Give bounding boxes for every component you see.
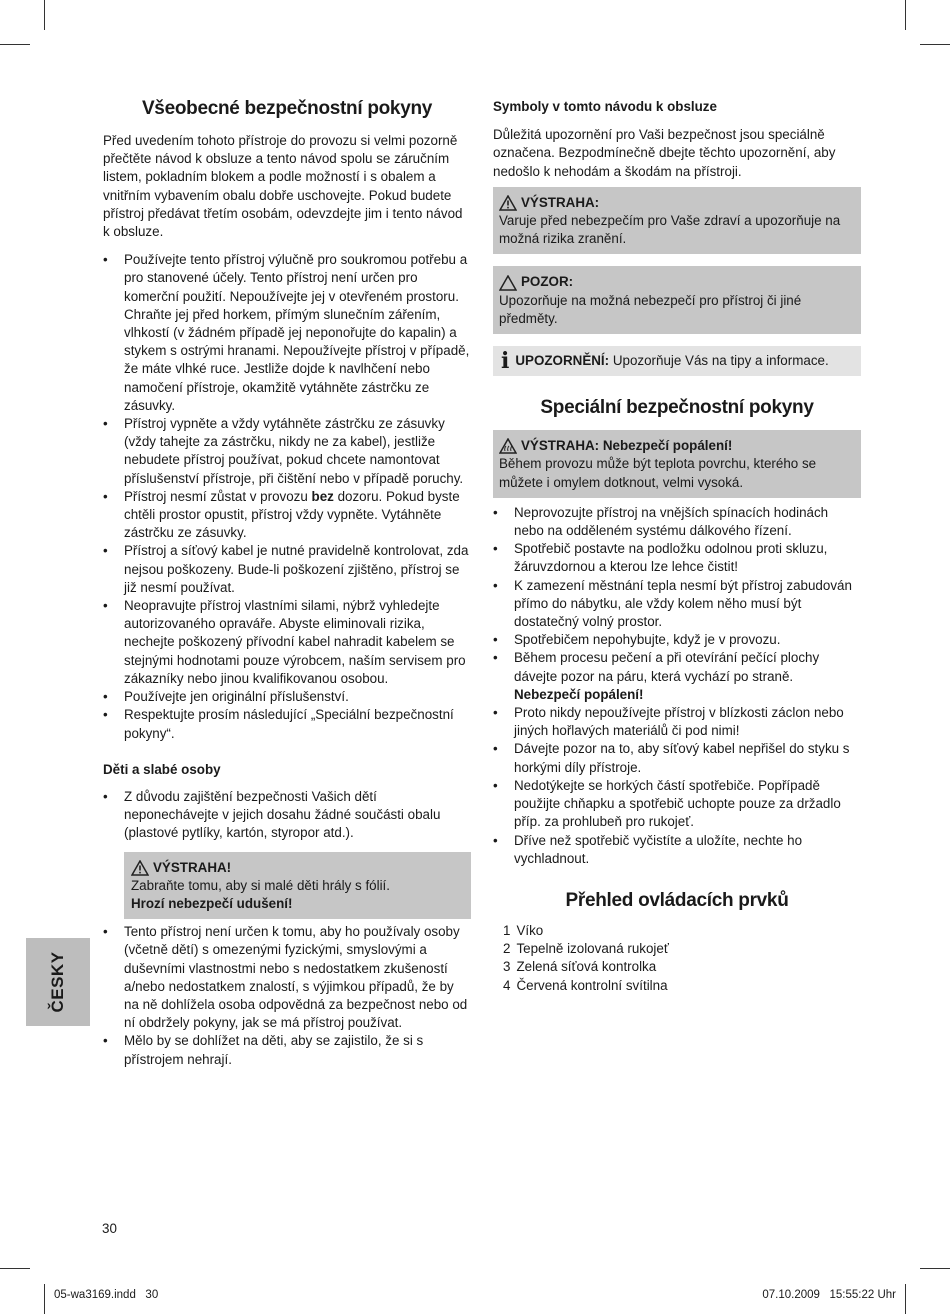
list-item: • Z důvodu zajištění bezpečnosti Vašich dětí neponechávejte v jejich dosahu žádné součásti obalu (plastové pytlíky, kartón, styropor atd.). — [103, 788, 471, 843]
crop-mark — [44, 1284, 45, 1314]
list-item: • Spotřebič postavte na podložku odolnou proti skluzu, žáruvzdornou a kterou lze lehce čistit! — [493, 540, 861, 576]
info-icon: i — [501, 348, 510, 375]
symbol-note-box — [493, 346, 861, 376]
special-safety-title: Speciální bezpečnostní pokyny — [540, 397, 814, 419]
list-item: • Respektujte prosím následující „Speciální bezpečnostní pokyny“. — [103, 706, 471, 742]
list-item: • Používejte jen originální příslušenství. — [103, 688, 471, 706]
note-text: Upozorňuje Vás na tipy a informace. — [609, 353, 829, 369]
suffocation-warning-box — [124, 852, 471, 920]
crop-mark — [44, 0, 45, 30]
children-list-2 — [103, 923, 471, 1069]
list-item: • Mělo by se dohlížet na děti, aby se zajistilo, že si s přístrojem nehrají. — [103, 1032, 471, 1068]
symbol-warning-text: Varuje před nebezpečím pro Vaše zdraví a upozorňuje na možná rizika zranění. — [499, 213, 841, 247]
warning-triangle-icon — [499, 195, 517, 211]
list-item: • Dříve než spotřebič vyčistíte a uložíte, nechte ho vychladnout. — [493, 832, 861, 868]
intro-paragraph: Před uvedením tohoto přístroje do provozu si velmi pozorně přečtěte návod k obsluze a tento návod spolu se záručním listem, pokladním blokem a podle možností i s obalem a vnitřním vybavením obalu dobře uschovejte. Pokud budete přístroj předávat třetím osobám, odevzdejte jim i tento návod k obsluze. — [103, 133, 463, 240]
warning-bold-text: Hrozí nebezpečí udušení! — [131, 895, 293, 911]
controls-overview-list — [493, 922, 861, 995]
list-item: 3 Zelená síťová kontrolka — [503, 959, 657, 975]
footer-timestamp: 07.10.2009 15:55:22 Uhr — [762, 1289, 896, 1301]
list-item: • Tento přístroj není určen k tomu, aby ho používaly osoby (včetně dětí) s omezenými fyzickými, smyslovými a duševními vlastnostmi nebo s nedostatkem zkušeností a/nebo nedostatkem znalostí, s výjimkou případů, že by na ně dohlížela osoba odpovědná za bezpečnost nebo od ní obdržely pokyny, jak se má přístroj používat. — [103, 923, 471, 1032]
special-safety-list — [493, 504, 861, 868]
crop-mark — [0, 1268, 30, 1269]
list-item: • Používejte tento přístroj výlučně pro soukromou potřebu a pro stanovené účely. Tento přístroj není určen pro komerční použití. Nepoužívejte jej v otevřeném prostoru. Chraňte jej před horkem, přímým slunečním zářením, vlhkostí (v žádném případě jej neponořujte do kapalin) a stykem s ostrými hranami. Nepoužívejte přístroj v případě, že máte vlhké ruce. Jestliže dojde k navlhčení nebo namočení přístroje, okamžitě vytáhněte zástrčku ze zásuvky. — [103, 251, 471, 415]
footer-file-info: 05-wa3169.indd 30 — [54, 1289, 159, 1301]
list-item: 4 Červená kontrolní svítilna — [503, 977, 668, 993]
crop-mark — [0, 44, 30, 45]
general-safety-title: Všeobecné bezpečnostní pokyny — [141, 98, 433, 119]
symbol-caution-text: Upozorňuje na možná nebezpečí pro přístroj či jiné předměty. — [499, 292, 802, 326]
list-item: • Dávejte pozor na to, aby síťový kabel nepřišel do styku s horkými díly přístroje. — [493, 740, 861, 776]
list-item: • Neopravujte přístroj vlastními silami, nýbrž vyhledejte autorizovaného opraváře. Abyste eliminovali rizika, nechejte poškozený přívodní kabel nahradit kabelem se stejnými hodnotami pouze výrobcem, naším servisem pro zákazníky nebo jinou kvalifikovanou osobou. — [103, 597, 471, 688]
general-safety-list — [103, 251, 471, 742]
language-tab — [26, 938, 90, 1026]
page-number: 30 — [102, 1221, 117, 1236]
burn-warning-text: Během provozu může být teplota povrchu, kterého se můžete i omylem dotknout, velmi vysoká. — [499, 456, 817, 490]
list-item: • Přístroj vypněte a vždy vytáhněte zástrčku ze zásuvky (vždy tahejte za zástrčku, nikdy ne za kabel), jestliže nebudete přístroj používat, pokud chcete namontovat příslušenství přístroje, při čištění nebo v případě poruchy. — [103, 415, 471, 488]
crop-mark — [905, 0, 906, 30]
warning-triangle-icon — [131, 860, 149, 876]
list-item: • Během procesu pečení a při otevírání pečící plochy dávejte pozor na páru, která vychází po straně. Nebezpečí popálení! — [493, 649, 861, 704]
list-item: • K zamezení městnání tepla nesmí být přístroj zabudován přímo do nábytku, ale vždy kolem něho musí být dostatečný volný prostor. — [493, 577, 861, 632]
left-column — [103, 96, 471, 1069]
list-item: • Spotřebičem nepohybujte, když je v provozu. — [493, 631, 861, 649]
symbols-intro: Důležitá upozornění pro Vaši bezpečnost jsou speciálně označena. Bezpodmínečně dbejte těchto upozornění, aby nedošlo k nehodám a škodám na přístroji. — [493, 127, 836, 179]
controls-overview-title: Přehled ovládacích prvků — [565, 889, 789, 911]
warning-text: Zabraňte tomu, aby si malé děti hrály s fólií. — [131, 877, 390, 893]
list-item: • Proto nikdy nepoužívejte přístroj v blízkosti záclon nebo jiných hořlavých materiálů či pod nimi! — [493, 704, 861, 740]
symbols-heading: Symboly v tomto návodu k obsluze — [493, 99, 717, 114]
list-item: 1 Víko — [503, 922, 544, 938]
children-heading: Děti a slabé osoby — [103, 761, 221, 777]
symbol-caution-box: POZOR: Upozorňuje na možná nebezpečí pro přístroj či jiné předměty. — [493, 266, 861, 334]
crop-mark — [920, 44, 950, 45]
hot-surface-warning-icon — [499, 438, 517, 454]
burn-warning-box: VÝSTRAHA: Nebezpečí popálení! Během provozu může být teplota povrchu, kterého se můžete i omylem dotknout, velmi vysoká. — [493, 430, 861, 498]
warning-title: VÝSTRAHA! — [131, 859, 463, 877]
list-item: 2 Tepelně izolovaná rukojeť — [503, 941, 669, 957]
list-item: • Přístroj nesmí zůstat v provozu bez dozoru. Pokud byste chtěli prostor opustit, přístroj vždy vypněte. Vytáhněte zástrčku ze zásuvky. — [103, 488, 471, 543]
crop-mark — [905, 1284, 906, 1314]
children-list — [103, 788, 471, 843]
list-item: • Nedotýkejte se horkých částí spotřebiče. Popřípadě použijte chňapku a spotřebič uchopte pouze za držadlo příp. za prohlubeň pro rukojeť. — [493, 777, 861, 832]
symbol-warning-box: VÝSTRAHA: Varuje před nebezpečím pro Vaše zdraví a upozorňuje na možná rizika zranění. — [493, 187, 861, 255]
caution-triangle-icon — [499, 275, 517, 291]
list-item: • Přístroj a síťový kabel je nutné pravidelně kontrolovat, zda nejsou poškozeny. Bude-li poškození zjištěno, přístroj se již nesmí používat. — [103, 542, 471, 597]
list-item: • Neprovozujte přístroj na vnějších spínacích hodinách nebo na odděleném systému dálkového řízení. — [493, 504, 861, 540]
right-column — [493, 98, 861, 995]
note-title: UPOZORNĚNÍ: — [515, 353, 610, 369]
crop-mark — [920, 1268, 950, 1269]
language-label: ČESKY — [48, 951, 67, 1013]
